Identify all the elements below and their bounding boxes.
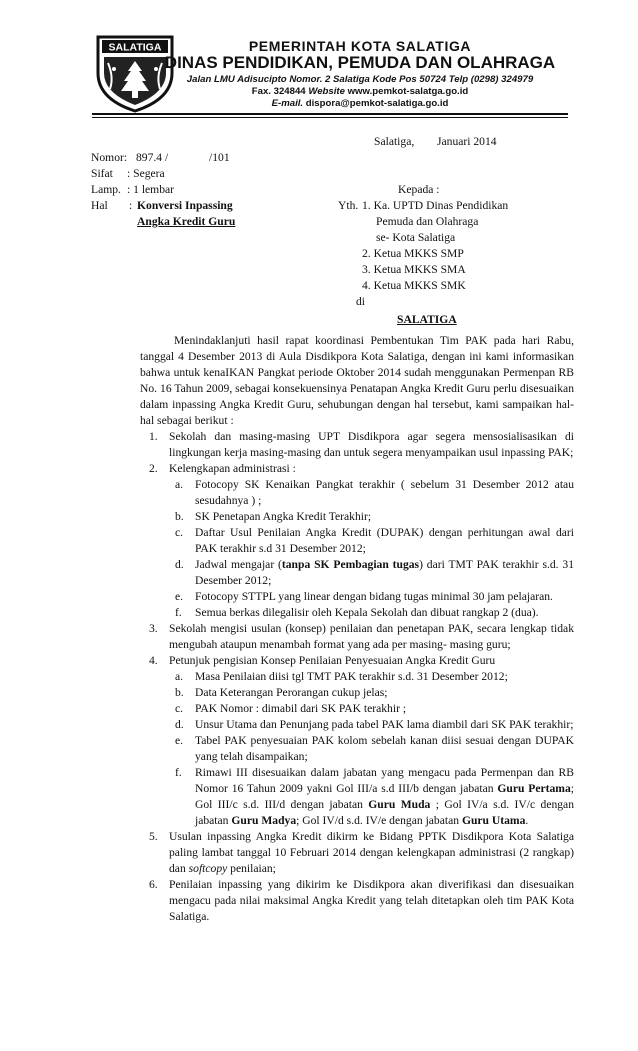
list-item: 1. Sekolah dan masing-masing UPT Disdikpora agar segera mensosialisasikan di lingkungan kerja masing-masing dan untuk segera menyampaikan usul inpassing PAK; — [149, 430, 574, 459]
hal-label: Hal — [91, 199, 108, 212]
sub-list-item: d. Unsur Utama dan Penunjang pada tabel PAK lama diambil dari SK PAK terakhir; — [175, 718, 574, 731]
sub-list-item: e. Tabel PAK penyesuaian PAK kolom sebelah kanan diisi sesuai dengan DUPAK yang telah disampaikan; — [175, 734, 574, 763]
letter-body — [140, 333, 574, 925]
nomor-label: Nomor: — [91, 151, 128, 164]
sub-list-item: b. Data Keterangan Perorangan cukup jelas; — [175, 686, 388, 699]
sub-list-item: c. Daftar Usul Penilaian Angka Kredit (DUPAK) dengan perhitungan awal dari PAK terakhir s.d 31 Desember 2012; — [175, 526, 574, 555]
sub-list-item: f. Semua berkas dilegalisir oleh Kepala Sekolah dan dibuat rangkap 2 (dua). — [175, 606, 539, 619]
list-item: 4. Petunjuk pengisian Konsep Penilaian Penyesuaian Angka Kredit Guru a. Masa Penilaian diisi tgl TMT PAK terakhir s.d. 31 Desember 2012; b. Data Keterangan Perorangan cukup jelas; c. PAK Nomor : dimabil dari SK PAK terakhir ; d. Unsur Utama dan Penunjang pada tabel PAK lama diambil dari SK PAK terakhir; e. Tabel PAK penyesuaian PAK kolom sebelah kanan diisi sesuai dengan DUPAK yang telah disampaikan; f. Rimawi III disesuaikan dalam jabatan yang mengacu pada Permenpan dan RB Nomor 16 Tahun 2009 yakni Gol III/a s.d III/b dengan jabatan Guru Pertama; Gol III/c s.d. III/d dengan jabatan Guru Muda ; Gol IV/a s.d. IV/c dengan jabatan Guru Madya; Gol IV/d s.d. IV/e dengan jabatan Guru Utama. — [149, 654, 575, 827]
sub-list-item: f. Rimawi III disesuaikan dalam jabatan yang mengacu pada Permenpan dan RB Nomor 16 Tahun 2009 yakni Gol III/a s.d III/b dengan jabatan Guru Pertama; Gol III/c s.d. III/d dengan jabatan Guru Muda ; Gol IV/a s.d. IV/c dengan jabatan Guru Madya; Gol IV/d s.d. IV/e dengan jabatan Guru Utama. — [175, 766, 575, 827]
sub-list-item: d. Jadwal mengajar (tanpa SK Pembagian tugas) dari TMT PAK terakhir s.d. 31 Desember 2012; — [175, 558, 574, 587]
letterhead-email: E-mail. dispora@pemkot-salatiga.go.id — [271, 98, 449, 109]
yth-label: Yth. — [338, 199, 359, 212]
sub-list-item: e. Fotocopy STTPL yang linear dengan bidang tugas minimal 30 jam pelajaran. — [175, 590, 553, 603]
recipient-4: 4. Ketua MKKS SMK — [362, 279, 466, 292]
sub-list-item: a. Fotocopy SK Kenaikan Pangkat terakhir ( sebelum 31 Desember 2012 atau sesudahnya ) ; — [175, 478, 574, 507]
sub-list-item: a. Masa Penilaian diisi tgl TMT PAK terakhir s.d. 31 Desember 2012; — [175, 670, 508, 683]
hal-colon: : — [129, 199, 133, 212]
hal-subject-line2: Angka Kredit Guru — [137, 215, 236, 228]
list-item: 3. Sekolah mengisi usulan (konsep) penilaian dan penetapan PAK, secara lengkap tidak mengubah ataupun menambah format yang ada per masing- masing guru; — [149, 622, 574, 651]
recipient-1: 1. Ka. UPTD Dinas Pendidikan — [362, 199, 509, 212]
instruction-list — [149, 429, 574, 925]
letterhead-contact — [150, 74, 570, 110]
sub-list-item: b. SK Penetapan Angka Kredit Terakhir; — [175, 510, 372, 523]
letterhead-divider-thin — [92, 117, 568, 118]
recipient-1-line3: se- Kota Salatiga — [376, 231, 456, 244]
letterhead-government: PEMERINTAH KOTA SALATIGA — [248, 38, 472, 54]
recipient-2: 2. Ketua MKKS SMP — [362, 247, 464, 260]
intro-paragraph: Menindaklanjuti hasil rapat koordinasi Pembentukan Tim PAK pada hari Rabu, tanggal 4 Desember 2013 di Aula Disdikpora Kota Salatiga, dengan ini kami informasikan bahwa untuk kenaIKAN Pangkat periode Oktober 2014 sudah menggunakan Permenpan RB No. 16 Tahun 2009, sebagai konsekuensinya Penatapan Angka Kredit Guru perlu disesuaikan dalam inpassing Angka Kredit Guru, sehubungan dengan hal tersebut, kami sampaikan hal-hal sebagai berikut : — [140, 334, 574, 427]
list-item: 6. Penilaian inpassing yang dikirim ke Disdikpora akan diverifikasi dan disesuaikan mengacu pada nilai maksimal Angka Kredit yang telah ditetapkan oleh tim PAK Kota Salatiga. — [149, 878, 574, 923]
sub-list-item: c. PAK Nomor : dimabil dari SK PAK terakhir ; — [175, 702, 407, 715]
sifat-value: : Segera — [127, 167, 165, 180]
letterhead-address: Jalan LMU Adisucipto Nomor. 2 Salatiga Kode Pos 50724 Telp (0298) 324979 — [186, 74, 534, 85]
nomor-value: 897.4 / — [136, 151, 169, 164]
letterhead-divider-thick — [92, 113, 568, 115]
letterhead-agency: DINAS PENDIDIKAN, PEMUDA DAN OLAHRAGA — [164, 53, 556, 72]
lampiran-label: Lamp. — [91, 183, 121, 196]
hal-subject-line1: Konversi Inpassing — [137, 199, 233, 212]
recipient-1-line2: Pemuda dan Olahraga — [376, 215, 479, 228]
emblem-label: SALATIGA — [108, 41, 162, 54]
list-item: 2. Kelengkapan administrasi : a. Fotocopy SK Kenaikan Pangkat terakhir ( sebelum 31 Desember 2012 atau sesudahnya ) ; b. SK Penetapan Angka Kredit Terakhir; c. Daftar Usul Penilaian Angka Kredit (DUPAK) dengan perhitungan awal dari PAK terakhir s.d 31 Desember 2012; d. Jadwal mengajar (tanpa SK Pembagian tugas) dari TMT PAK terakhir s.d. 31 Desember 2012; e. Fotocopy STTPL yang linear dengan bidang tugas minimal 30 jam pelajaran. f. Semua berkas dilegalisir oleh Kepala Sekolah dan dibuat rangkap 2 (dua). — [149, 462, 574, 619]
nomor-suffix: /101 — [209, 151, 230, 164]
letterhead-fax-web: Fax. 324844 Website www.pemkot-salatga.go.id — [251, 86, 469, 97]
recipient-place: SALATIGA — [397, 313, 457, 326]
list-item: 5. Usulan inpassing Angka Kredit dikirm ke Bidang PPTK Disdikpora Kota Salatiga paling lambat tanggal 10 Februari 2014 dengan kelengkapan administrasi (2 rangkap) dan softcopy penilaian; — [149, 830, 574, 875]
recipient-3: 3. Ketua MKKS SMA — [362, 263, 466, 276]
lampiran-value: : 1 lembar — [127, 183, 175, 196]
letter-date: Januari 2014 — [437, 135, 497, 148]
letter-city: Salatiga, — [374, 135, 415, 148]
kepada-label: Kepada : — [398, 183, 440, 196]
recipient-di: di — [356, 295, 366, 308]
sifat-label: Sifat — [91, 167, 113, 180]
